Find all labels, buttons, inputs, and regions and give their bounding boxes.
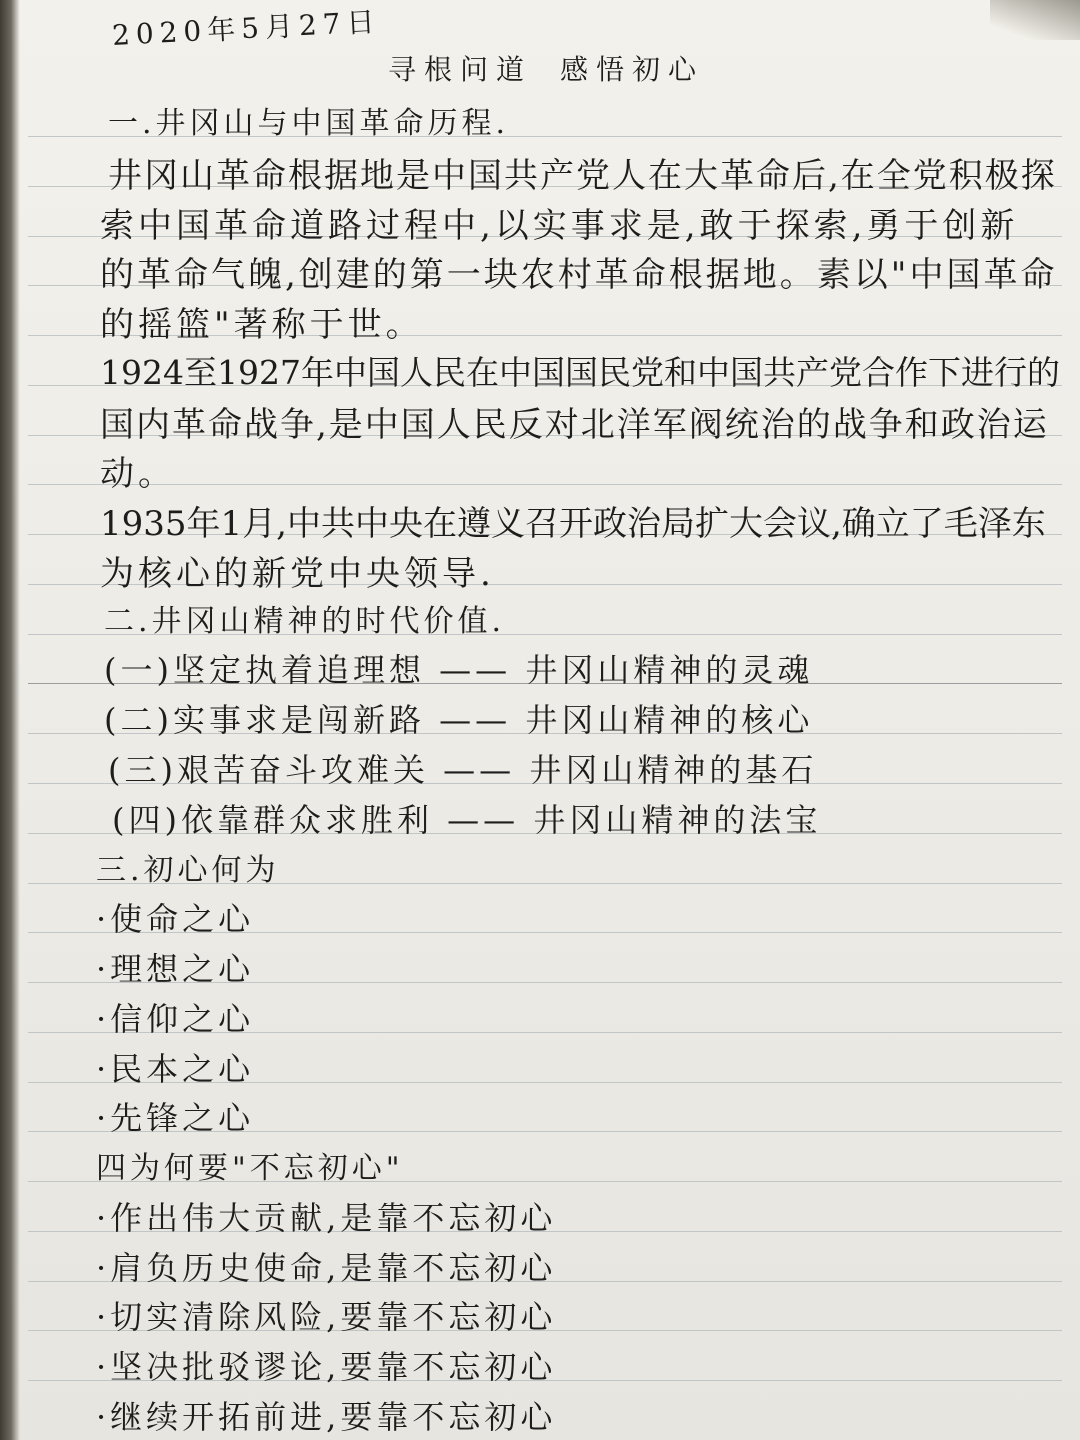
reason-item-3: ·切实清除风险,要靠不忘初心 xyxy=(96,1298,557,1337)
reason-item-5: ·继续开拓前进,要靠不忘初心 xyxy=(96,1398,557,1436)
section-3-heading: 三.初心何为 xyxy=(96,852,280,888)
section-1-heading: 一.井冈山与中国革命历程. xyxy=(108,106,510,141)
paragraph-2-line-1: 1924至1927年中国人民在中国国民党和中国共产党合作下进行的 xyxy=(100,352,1060,392)
paragraph-3-line-2: 为核心的新党中央领导. xyxy=(100,553,495,594)
paragraph-1-line-4: 的摇篮"著称于世。 xyxy=(100,305,424,346)
paragraph-2-line-2: 国内革命战争,是中国人民反对北洋军阀统治的战争和政治运 xyxy=(100,404,1049,445)
paragraph-2-line-3: 动。 xyxy=(100,454,176,495)
value-item-1: (一)坚定执着追理想 —— 井冈山精神的灵魂 xyxy=(104,651,814,690)
mind-item-3: ·信仰之心 xyxy=(96,999,255,1038)
mind-item-2: ·理想之心 xyxy=(96,950,255,989)
value-item-4: (四)依靠群众求胜利 —— 井冈山精神的法宝 xyxy=(112,800,822,839)
title-part-1: 寻根问道 xyxy=(388,53,533,86)
section-4-heading: 四为何要"不忘初心" xyxy=(96,1151,404,1187)
reason-item-2: ·肩负历史使命,是靠不忘初心 xyxy=(96,1248,557,1287)
mind-item-5: ·先锋之心 xyxy=(96,1099,255,1138)
title-part-2: 感悟初心 xyxy=(560,53,705,86)
page-title xyxy=(388,48,704,88)
mind-item-1: ·使命之心 xyxy=(96,900,255,939)
date: 2020年5月27日 xyxy=(111,4,382,52)
paragraph-1-line-3: 的革命气魄,创建的第一块农村革命根据地。素以"中国革命 xyxy=(100,255,1058,296)
reason-item-1: ·作出伟大贡献,是靠不忘初心 xyxy=(96,1198,557,1237)
section-2-heading: 二.井冈山精神的时代价值. xyxy=(104,603,506,639)
reason-item-4: ·坚决批驳谬论,要靠不忘初心 xyxy=(96,1348,557,1387)
ruled-line xyxy=(28,484,1062,485)
paragraph-1-line-1: 井冈山革命根据地是中国共产党人在大革命后,在全党积极探 xyxy=(108,155,1057,196)
value-item-2: (二)实事求是闯新路 —— 井冈山精神的核心 xyxy=(104,701,814,740)
mind-item-4: ·民本之心 xyxy=(96,1049,255,1088)
value-item-3: (三)艰苦奋斗攻难关 —— 井冈山精神的基石 xyxy=(108,751,818,789)
paragraph-3-line-1: 1935年1月,中共中央在遵义召开政治局扩大会议,确立了毛泽东 xyxy=(100,504,1046,545)
paragraph-1-line-2: 索中国革命道路过程中,以实事求是,敢于探索,勇于创新 xyxy=(100,205,1019,246)
